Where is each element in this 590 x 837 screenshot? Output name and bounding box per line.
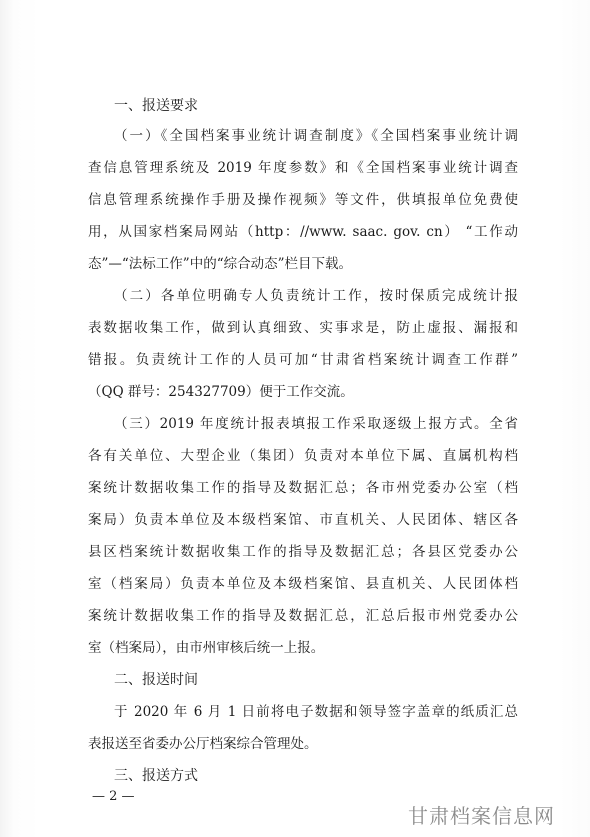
section-heading-time: 二、报送时间 <box>114 672 198 688</box>
page-number: — 2 — <box>92 789 135 804</box>
text-line: 室（档案局），由市州审核后统一上报。 <box>88 640 325 656</box>
text-line: 信息管理系统操作手册及操作视频》等文件，供填报单位免费使 <box>88 192 518 208</box>
text-line: （QQ 群号：254327709）便于工作交流。 <box>88 384 354 400</box>
text-line: 表数据收集工作，做到认真细致、实事求是，防止虚报、漏报和 <box>88 320 518 336</box>
text-line: 态”—“法标工作”中的“综合动态”栏目下载。 <box>88 256 353 272</box>
section-heading-requirements: 一、报送要求 <box>114 98 198 114</box>
text-line: 错报。负责统计工作的人员可加“甘肃省档案统计调查工作群” <box>88 352 518 368</box>
text-line: （三）2019 年度统计报表填报工作采取逐级上报方式。全省 <box>114 416 518 432</box>
text-line: 案统计数据收集工作的指导及数据汇总；各市州党委办公室（档 <box>88 480 518 496</box>
text-line: 各有关单位、大型企业（集团）负责对本单位下属、直属机构档 <box>88 448 518 464</box>
text-line: 案统计数据收集工作的指导及数据汇总，汇总后报市州党委办公 <box>88 608 518 624</box>
text-line: （二）各单位明确专人负责统计工作，按时保质完成统计报 <box>114 288 518 304</box>
text-line: 室（档案局）负责本单位及本级档案馆、县直机关、人民团体档 <box>88 576 518 592</box>
text-line: （一）《全国档案事业统计调查制度》《全国档案事业统计调 <box>114 128 518 144</box>
text-line: 用，从国家档案局网站（http：//www. saac. gov. cn） “工作动 <box>88 224 518 240</box>
text-line: 查信息管理系统及 2019 年度参数》和《全国档案事业统计调查 <box>88 160 518 176</box>
text-line: 县区档案统计数据收集工作的指导及数据汇总；各县区党委办公 <box>88 544 518 560</box>
section-heading-method: 三、报送方式 <box>114 768 198 784</box>
text-line: 表报送至省委办公厅档案综合管理处。 <box>88 736 318 752</box>
text-line: 案局）负责本单位及本级档案馆、市直机关、人民团体、辖区各 <box>88 512 518 528</box>
text-line: 于 2020 年 6 月 1 日前将电子数据和领导签字盖章的纸质汇总 <box>114 704 518 720</box>
watermark-text: 甘肃档案信息网 <box>408 804 555 828</box>
